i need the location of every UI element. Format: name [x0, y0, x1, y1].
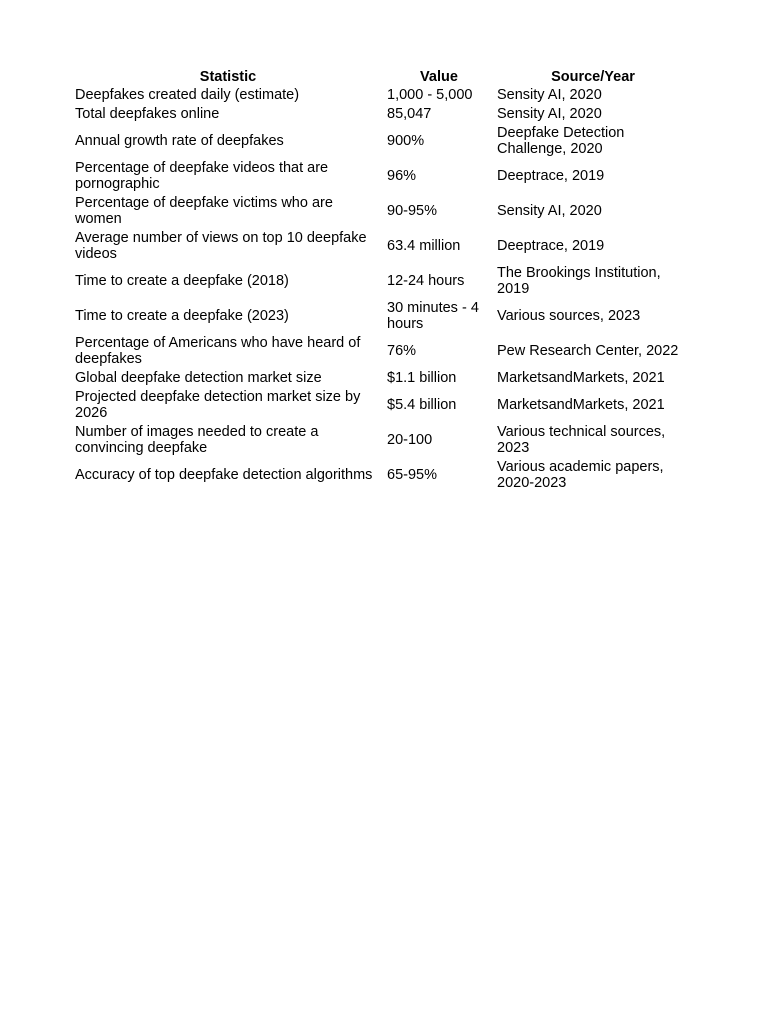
cell-statistic: Percentage of deepfake victims who are women	[75, 195, 333, 227]
table-row	[72, 458, 692, 493]
cell-statistic: Time to create a deepfake (2023)	[75, 308, 289, 324]
header-statistic: Statistic	[199, 69, 257, 85]
cell-statistic: Average number of views on top 10 deepfake videos	[75, 230, 367, 262]
header-value: Value	[420, 69, 458, 85]
cell-value: 30 minutes - 4 hours	[387, 300, 479, 332]
cell-value: 900%	[387, 133, 425, 149]
cell-value: 63.4 million	[387, 238, 461, 254]
cell-source: Pew Research Center, 2022	[497, 343, 679, 359]
table-row	[72, 423, 692, 458]
table-row	[72, 105, 692, 124]
cell-source: MarketsandMarkets, 2021	[497, 397, 665, 413]
deepfake-statistics-table	[72, 67, 692, 493]
table-header	[72, 67, 692, 86]
cell-statistic: Percentage of Americans who have heard of deepfakes	[75, 335, 361, 367]
cell-source: Deepfake Detection Challenge, 2020	[497, 125, 625, 157]
cell-source: Sensity AI, 2020	[497, 87, 602, 103]
cell-statistic: Projected deepfake detection market size by 2026	[75, 389, 361, 421]
cell-value: 12-24 hours	[387, 273, 465, 289]
cell-statistic: Percentage of deepfake videos that are pornographic	[75, 160, 329, 192]
table-row	[72, 334, 692, 369]
cell-statistic: Deepfakes created daily (estimate)	[75, 87, 300, 103]
cell-source: MarketsandMarkets, 2021	[497, 370, 665, 386]
cell-statistic: Number of images needed to create a convincing deepfake	[75, 424, 319, 456]
table-row	[72, 388, 692, 423]
table-row	[72, 299, 692, 334]
cell-source: Sensity AI, 2020	[497, 106, 602, 122]
table-row	[72, 86, 692, 105]
cell-statistic: Total deepfakes online	[75, 106, 220, 122]
cell-value: 76%	[387, 343, 417, 359]
cell-value: $1.1 billion	[387, 370, 457, 386]
table-row	[72, 124, 692, 159]
table-body	[72, 86, 692, 493]
cell-source: Various sources, 2023	[497, 308, 641, 324]
cell-value: 90-95%	[387, 203, 437, 219]
cell-source: Sensity AI, 2020	[497, 203, 602, 219]
cell-source: Deeptrace, 2019	[497, 168, 605, 184]
cell-value: 85,047	[387, 106, 432, 122]
cell-value: 1,000 - 5,000	[387, 87, 473, 103]
cell-value: 96%	[387, 168, 417, 184]
cell-value: 65-95%	[387, 467, 437, 483]
cell-source: The Brookings Institution, 2019	[497, 265, 661, 297]
cell-source: Various academic papers, 2020-2023	[497, 459, 664, 491]
table-row	[72, 369, 692, 388]
table-row	[72, 194, 692, 229]
cell-value: 20-100	[387, 432, 433, 448]
cell-source: Deeptrace, 2019	[497, 238, 605, 254]
table-header-row	[72, 67, 692, 86]
cell-statistic: Annual growth rate of deepfakes	[75, 133, 284, 149]
table-row	[72, 229, 692, 264]
cell-statistic: Accuracy of top deepfake detection algorithms	[75, 467, 373, 483]
table-row	[72, 159, 692, 194]
table-row	[72, 264, 692, 299]
cell-value: $5.4 billion	[387, 397, 457, 413]
header-source-year: Source/Year	[551, 69, 635, 85]
cell-statistic: Time to create a deepfake (2018)	[75, 273, 289, 289]
cell-statistic: Global deepfake detection market size	[75, 370, 322, 386]
cell-source: Various technical sources, 2023	[497, 424, 666, 456]
